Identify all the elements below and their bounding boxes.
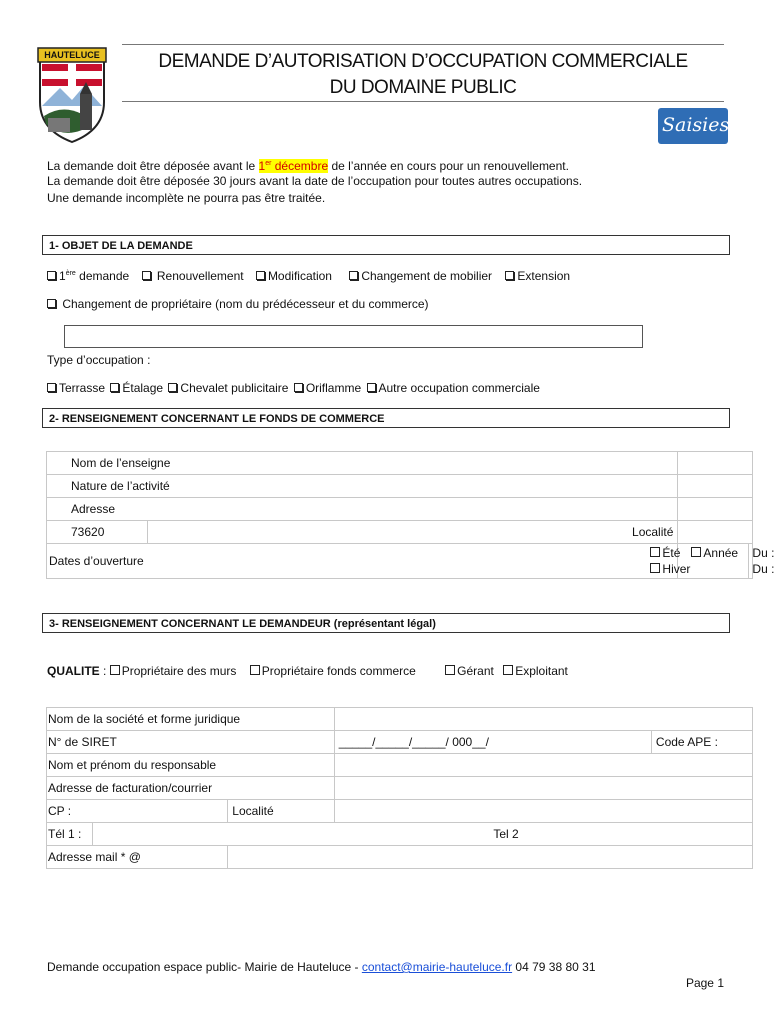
siret-input[interactable]: _____/_____/_____/ 000__/ [334, 731, 651, 754]
option-operator[interactable]: Exploitant [503, 664, 568, 678]
option-building-owner[interactable]: Propriétaire des murs [110, 664, 237, 678]
table-row [47, 777, 753, 800]
dates-divider [748, 544, 749, 578]
table-row [47, 521, 753, 544]
title-top-rule [122, 44, 724, 45]
option-other-occupation[interactable]: Autre occupation commerciale [367, 381, 540, 395]
address-input[interactable] [678, 498, 753, 521]
deadline-highlight: 1er décembre [258, 159, 329, 173]
checkbox-icon[interactable] [445, 665, 455, 675]
shop-name-input[interactable] [678, 452, 753, 475]
checkbox-icon[interactable] [650, 547, 660, 557]
page-title-line-1: DEMANDE D’AUTORISATION D’OCCUPATION COMMERCIALE [158, 51, 688, 72]
table-row [47, 754, 753, 777]
option-modification[interactable]: Modification [256, 269, 332, 283]
option-manager[interactable]: Gérant [445, 664, 494, 678]
season-year-option[interactable]: Année [691, 546, 738, 560]
tel1-input[interactable] [93, 823, 493, 846]
locality-input[interactable] [678, 521, 753, 544]
business-table [46, 451, 774, 579]
checkbox-icon[interactable] [294, 383, 303, 392]
option-business-owner[interactable]: Propriétaire fonds commerce [250, 664, 416, 678]
applicant-table [46, 707, 753, 869]
saisies-logo [658, 108, 728, 144]
intro-line-2: La demande doit être déposée 30 jours avant la date de l’occupation pour toutes autres occupations. [47, 174, 583, 188]
saisies-logo-text: Saisies [662, 114, 730, 136]
page-number: Page 1 [685, 976, 724, 990]
option-renewal[interactable]: Renouvellement [142, 269, 244, 283]
table-row [47, 498, 753, 521]
checkbox-icon[interactable] [256, 271, 265, 280]
ape-label[interactable]: Code APE : [651, 731, 752, 754]
occupation-type-label: Type d’occupation : [47, 353, 151, 367]
billing-label: Adresse de facturation/courrier [47, 777, 335, 800]
request-type-options [47, 269, 570, 283]
option-owner-change[interactable]: Changement de propriétaire (nom du prédécesseur et du commerce) [47, 297, 429, 311]
section-2-heading: 2- RENSEIGNEMENT CONCERNANT LE FONDS DE COMMERCE [42, 408, 730, 428]
table-row [47, 731, 753, 754]
title-bottom-rule [122, 101, 724, 102]
option-display[interactable]: Étalage [110, 381, 163, 395]
page-title-line-2: DU DOMAINE PUBLIC [329, 77, 517, 98]
table-row [47, 544, 753, 579]
activity-label: Nature de l’activité [47, 475, 678, 498]
table-row [47, 452, 753, 475]
email-input[interactable] [228, 846, 753, 869]
email-label: Adresse mail * @ [47, 846, 228, 869]
address-label: Adresse [47, 498, 678, 521]
checkbox-icon[interactable] [142, 271, 151, 280]
postcode-value: 73620 [47, 521, 148, 544]
crest-text: HAUTELUCE [44, 50, 100, 60]
applicant-locality-label: Localité [228, 800, 334, 823]
date-from-2[interactable]: Du : [752, 562, 774, 576]
locality-label: Localité [148, 521, 678, 544]
checkbox-icon[interactable] [503, 665, 513, 675]
table-row [47, 708, 753, 731]
checkbox-icon[interactable] [691, 547, 701, 557]
opening-dates-cell [662, 544, 774, 579]
checkbox-icon[interactable] [168, 383, 177, 392]
checkbox-icon[interactable] [250, 665, 260, 675]
table-row [47, 475, 753, 498]
predecessor-input[interactable] [64, 325, 643, 348]
season-summer-option[interactable]: Été [650, 546, 680, 560]
billing-input[interactable] [334, 777, 752, 800]
date-from-1[interactable]: Du : [752, 546, 774, 560]
tel2-label: Tel 2 [493, 823, 753, 846]
option-sandwich-board[interactable]: Chevalet publicitaire [168, 381, 288, 395]
activity-input[interactable] [678, 475, 753, 498]
footer: Demande occupation espace public- Mairie de Hauteluce - contact@mairie-hauteluce.fr 04 79 38 80 31 [47, 960, 596, 974]
contact-email-link[interactable]: contact@mairie-hauteluce.fr [361, 960, 513, 974]
applicant-locality-input[interactable] [334, 800, 752, 823]
opening-dates-label: Dates d’ouverture [47, 544, 678, 579]
tel1-label: Tél 1 : [47, 823, 93, 846]
shop-name-label: Nom de l’enseigne [47, 452, 678, 475]
checkbox-icon[interactable] [367, 383, 376, 392]
cp-label[interactable]: CP : [47, 800, 228, 823]
option-furniture-change[interactable]: Changement de mobilier [349, 269, 492, 283]
option-terrace[interactable]: Terrasse [47, 381, 105, 395]
siret-label: N° de SIRET [47, 731, 335, 754]
section-1-heading: 1- OBJET DE LA DEMANDE [42, 235, 730, 255]
responsible-input[interactable] [334, 754, 752, 777]
checkbox-icon[interactable] [47, 271, 56, 280]
checkbox-icon[interactable] [110, 383, 119, 392]
qualite-label: QUALITE [47, 664, 100, 678]
checkbox-icon[interactable] [349, 271, 358, 280]
checkbox-icon[interactable] [110, 665, 120, 675]
season-winter-option[interactable]: Hiver [650, 562, 690, 576]
checkbox-icon[interactable] [505, 271, 514, 280]
company-label: Nom de la société et forme juridique [47, 708, 335, 731]
qualite-row: QUALITE : Propriétaire des murs Propriétaire fonds commerce Gérant Exploitant [47, 664, 568, 678]
occupation-type-options [47, 381, 540, 395]
checkbox-icon[interactable] [650, 563, 660, 573]
option-first-request[interactable]: 1ère demande [47, 269, 129, 283]
option-extension[interactable]: Extension [505, 269, 570, 283]
hauteluce-crest-logo [32, 44, 112, 144]
table-row [47, 846, 753, 869]
checkbox-icon[interactable] [47, 299, 56, 308]
table-row [47, 823, 753, 846]
section-3-heading: 3- RENSEIGNEMENT CONCERNANT LE DEMANDEUR (représentant légal) [42, 613, 730, 633]
company-input[interactable] [334, 708, 752, 731]
table-row [47, 800, 753, 823]
checkbox-icon[interactable] [47, 383, 56, 392]
intro-line-1: La demande doit être déposée avant le 1er décembre de l’année en cours pour un renouvellement. [47, 159, 569, 173]
option-flag[interactable]: Oriflamme [294, 381, 361, 395]
intro-line-3: Une demande incomplète ne pourra pas être traitée. [47, 191, 326, 205]
responsible-label: Nom et prénom du responsable [47, 754, 335, 777]
